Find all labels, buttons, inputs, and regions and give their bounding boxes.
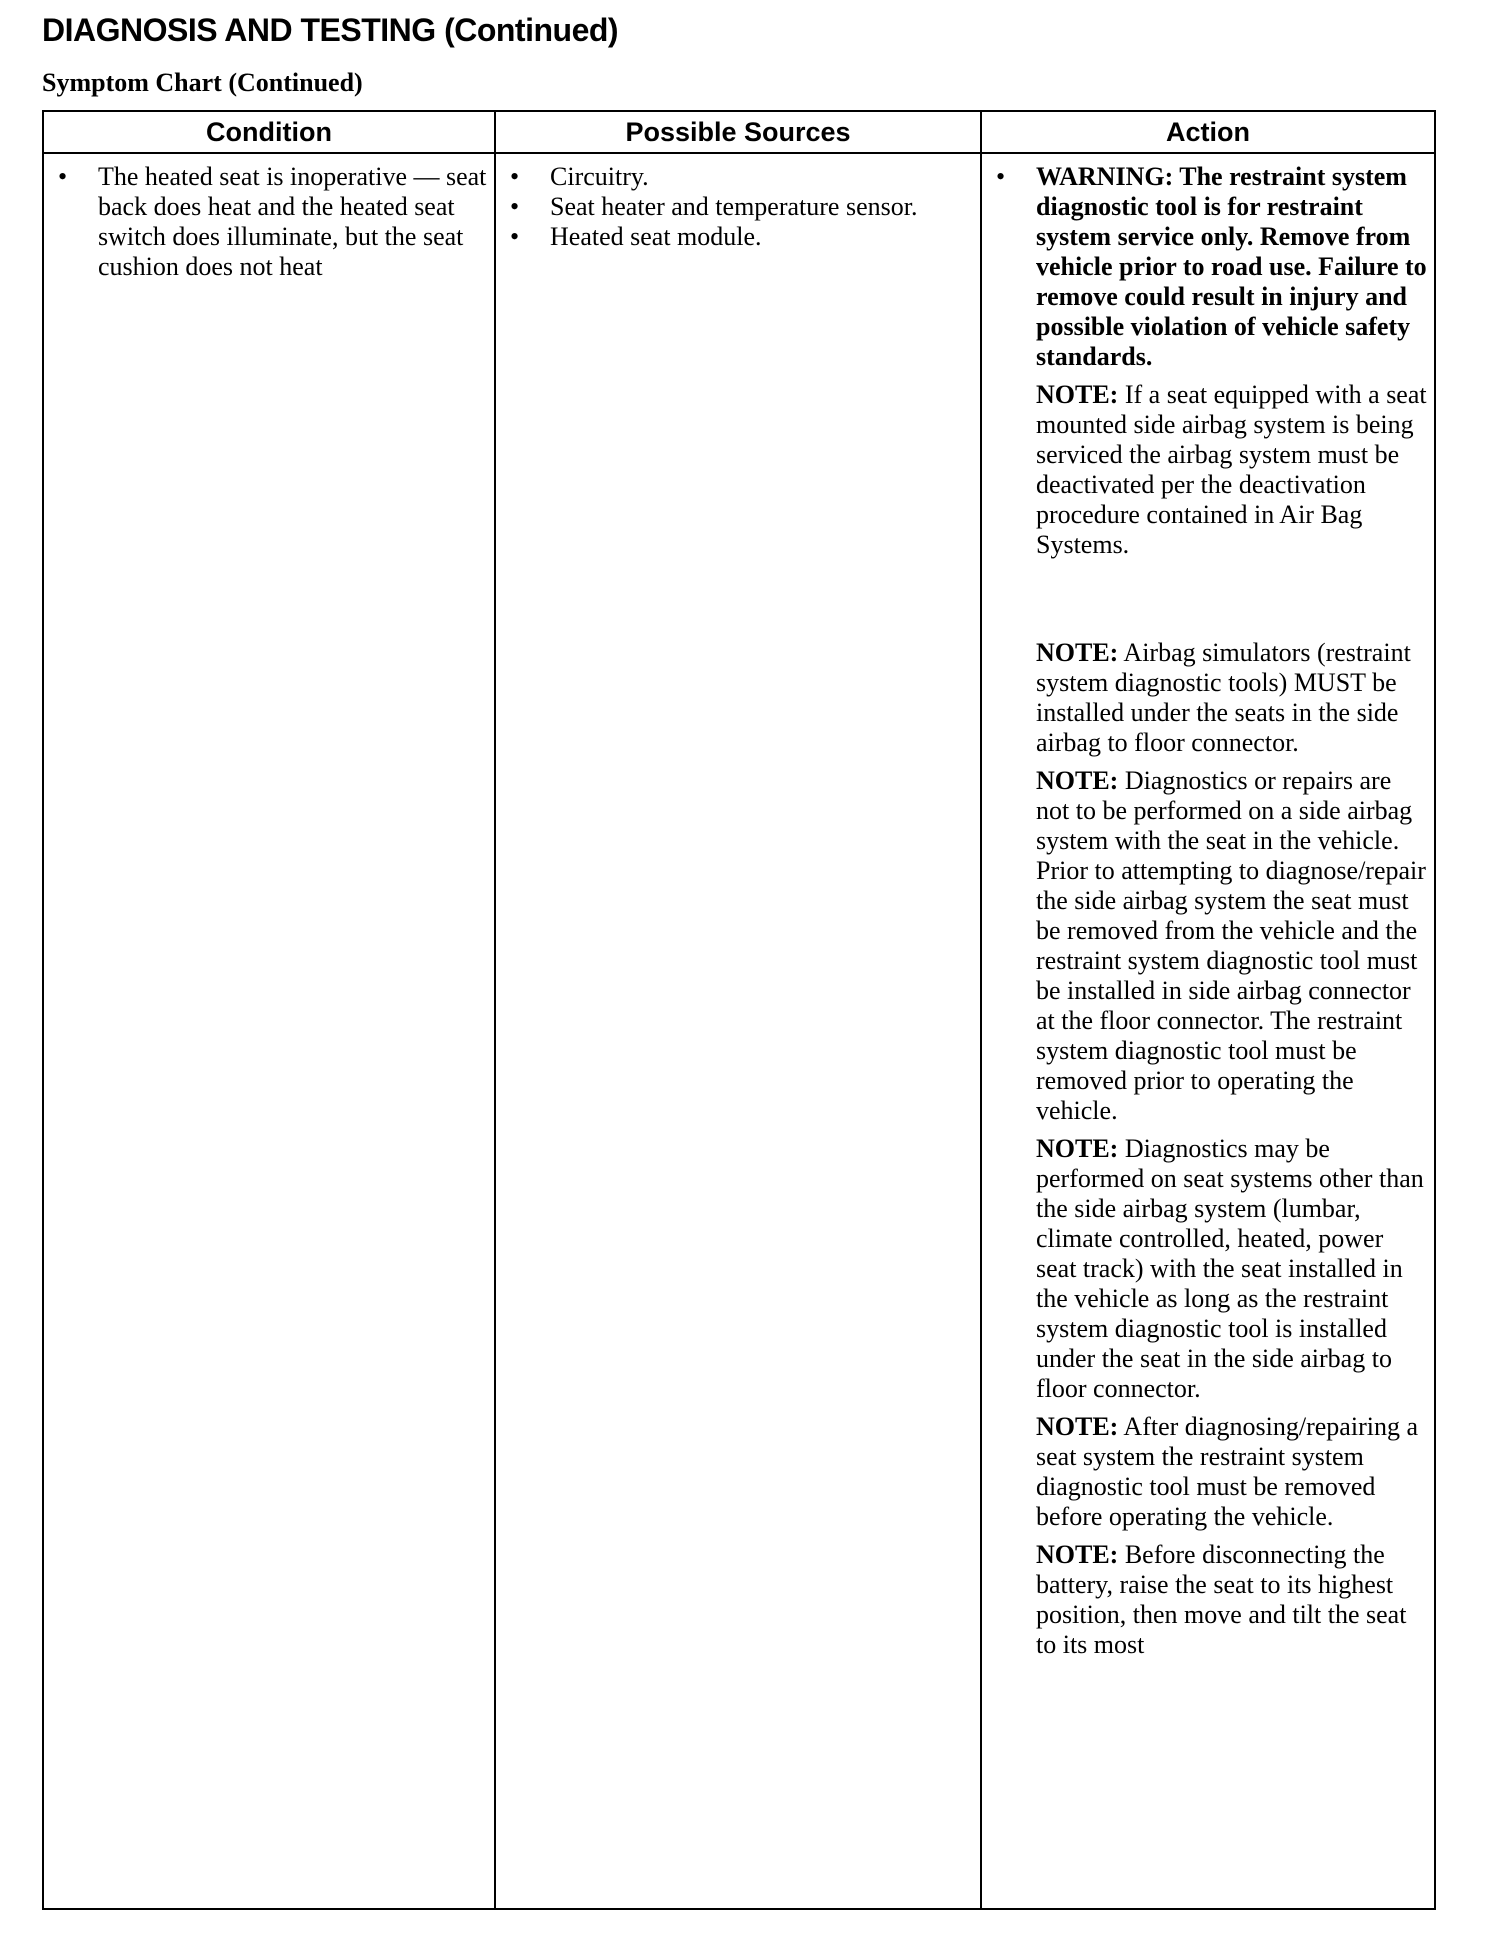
sources-cell bbox=[495, 153, 981, 1909]
note-label: NOTE: bbox=[1036, 380, 1119, 409]
source-item: • Circuitry. bbox=[506, 162, 974, 192]
section-title: DIAGNOSIS AND TESTING (Continued) bbox=[42, 12, 619, 48]
column-header-action: Action bbox=[981, 111, 1435, 153]
source-item: • Seat heater and temperature sensor. bbox=[506, 192, 974, 222]
action-item bbox=[992, 162, 1428, 1660]
note-text: Diagnostics may be performed on seat systems other than the side airbag system (lumbar, climate controlled, heated, power seat track) with the seat installed in the vehicle as long as the restraint system diagnostic tool is installed under the seat in the side airbag to floor connector. bbox=[1036, 1134, 1424, 1403]
action-list bbox=[992, 162, 1428, 1660]
note-5 bbox=[1036, 1412, 1428, 1532]
chart-title: Symptom Chart (Continued) bbox=[42, 68, 363, 97]
table-row bbox=[43, 153, 1435, 1909]
condition-item: • The heated seat is inoperative — seat back does heat and the heated seat switch does illuminate, but the seat cushion does not heat bbox=[54, 162, 488, 282]
note-3 bbox=[1036, 766, 1428, 1126]
symptom-chart-table bbox=[42, 110, 1436, 1910]
action-cell bbox=[981, 153, 1435, 1909]
sources-list bbox=[506, 162, 974, 252]
table-header-row bbox=[43, 111, 1435, 153]
note-2 bbox=[1036, 638, 1428, 758]
column-header-condition: Condition bbox=[43, 111, 495, 153]
note-label: NOTE: bbox=[1036, 1412, 1119, 1441]
note-label: NOTE: bbox=[1036, 1134, 1119, 1163]
note-text: If a seat equipped with a seat mounted side airbag system is being serviced the airbag system must be deactivated per the deactivation procedure contained in Air Bag Systems. bbox=[1036, 380, 1427, 559]
note-text: Before disconnecting the battery, raise the seat to its highest position, then move and tilt the seat to its most bbox=[1036, 1540, 1407, 1659]
note-text: After diagnosing/repairing a seat system the restraint system diagnostic tool must be removed before operating the vehicle. bbox=[1036, 1412, 1418, 1531]
note-label: NOTE: bbox=[1036, 1540, 1119, 1569]
note-6 bbox=[1036, 1540, 1428, 1660]
condition-cell bbox=[43, 153, 495, 1909]
note-label: NOTE: bbox=[1036, 766, 1119, 795]
warning-text: • WARNING: The restraint system diagnostic tool is for restraint system service only. Remove from vehicle prior to road use. Failure to remove could result in injury and possible violation of vehicle safety standards. bbox=[1036, 162, 1427, 371]
note-1 bbox=[1036, 380, 1428, 560]
column-header-possible-sources: Possible Sources bbox=[495, 111, 981, 153]
note-label: NOTE: bbox=[1036, 638, 1119, 667]
note-4 bbox=[1036, 1134, 1428, 1404]
note-text: Diagnostics or repairs are not to be performed on a side airbag system with the seat in the vehicle. Prior to attempting to diagnose/repair the side airbag system the seat must be removed from the vehicle and the restraint system diagnostic tool must be installed in side airbag connector at the floor connector. The restraint system diagnostic tool must be removed prior to operating the vehicle. bbox=[1036, 766, 1426, 1125]
source-item: • Heated seat module. bbox=[506, 222, 974, 252]
note-text: Airbag simulators (restraint system diagnostic tools) MUST be installed under the seats in the side airbag to floor connector. bbox=[1036, 638, 1411, 757]
condition-list bbox=[54, 162, 488, 282]
